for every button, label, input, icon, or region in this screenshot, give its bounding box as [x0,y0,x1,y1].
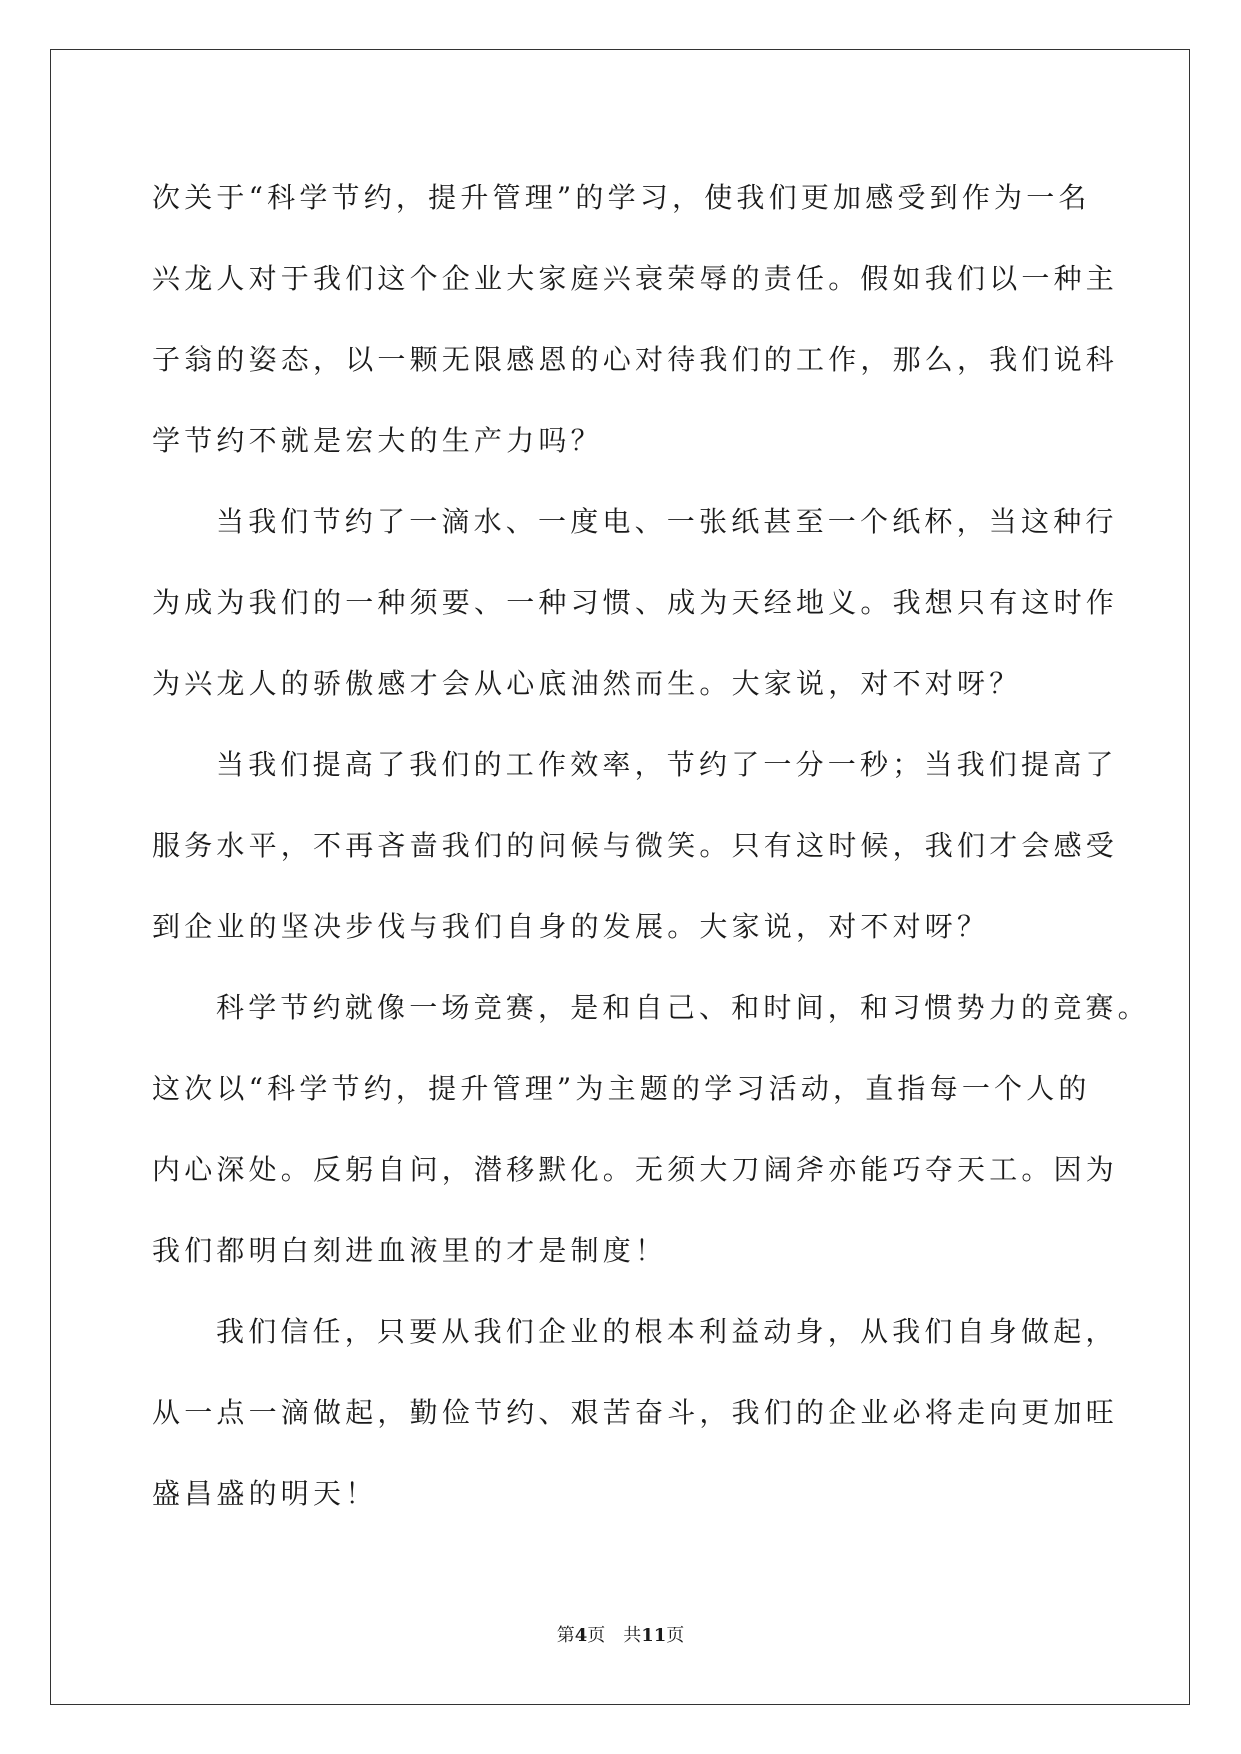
text-line: 为成为我们的一种须要、一种习惯、成为天经地义。我想只有这时作 [152,586,1119,619]
document-body [152,157,1150,1534]
text-line: 当我们节约了一滴水、一度电、一张纸甚至一个纸杯，当这种行 [216,505,1118,538]
text-line: 我们都明白刻进血液里的才是制度！ [152,1234,668,1267]
text-line: 到企业的坚决步伐与我们自身的发展。大家说，对不对呀？ [152,910,990,943]
text-line: 盛昌盛的明天！ [152,1477,378,1510]
text-line: 兴龙人对于我们这个企业大家庭兴衰荣辱的责任。假如我们以一种主 [152,262,1119,295]
page-footer [0,1624,1241,1648]
text-line: 这次以“科学节约，提升管理”为主题的学习活动，直指每一个人的 [152,1072,1091,1105]
text-line: 服务水平，不再吝啬我们的问候与微笑。只有这时候，我们才会感受 [152,829,1119,862]
footer-page-number: 4 [574,1625,588,1646]
footer-total-pages: 11 [641,1625,667,1646]
text-line: 当我们提高了我们的工作效率，节约了一分一秒；当我们提高了 [216,748,1118,781]
footer-total-suffix: 页 [666,1625,685,1646]
footer-page-suffix: 页 [587,1625,606,1646]
text-line: 次关于“科学节约，提升管理”的学习，使我们更加感受到作为一名 [152,181,1091,214]
text-line: 科学节约就像一场竞赛，是和自己、和时间，和习惯势力的竞赛。 [216,991,1150,1024]
text-line: 内心深处。反躬自问，潜移默化。无须大刀阔斧亦能巧夺天工。因为 [152,1153,1119,1186]
footer-total-prefix: 共 [623,1625,642,1646]
text-line: 我们信任，只要从我们企业的根本利益动身，从我们自身做起， [216,1315,1118,1348]
text-line: 从一点一滴做起，勤俭节约、艰苦奋斗，我们的企业必将走向更加旺 [152,1396,1119,1429]
footer-page-prefix: 第 [556,1625,575,1646]
text-line: 子翁的姿态，以一颗无限感恩的心对待我们的工作，那么，我们说科 [152,343,1119,376]
text-line: 为兴龙人的骄傲感才会从心底油然而生。大家说，对不对呀？ [152,667,1022,700]
text-line: 学节约不就是宏大的生产力吗？ [152,424,603,457]
